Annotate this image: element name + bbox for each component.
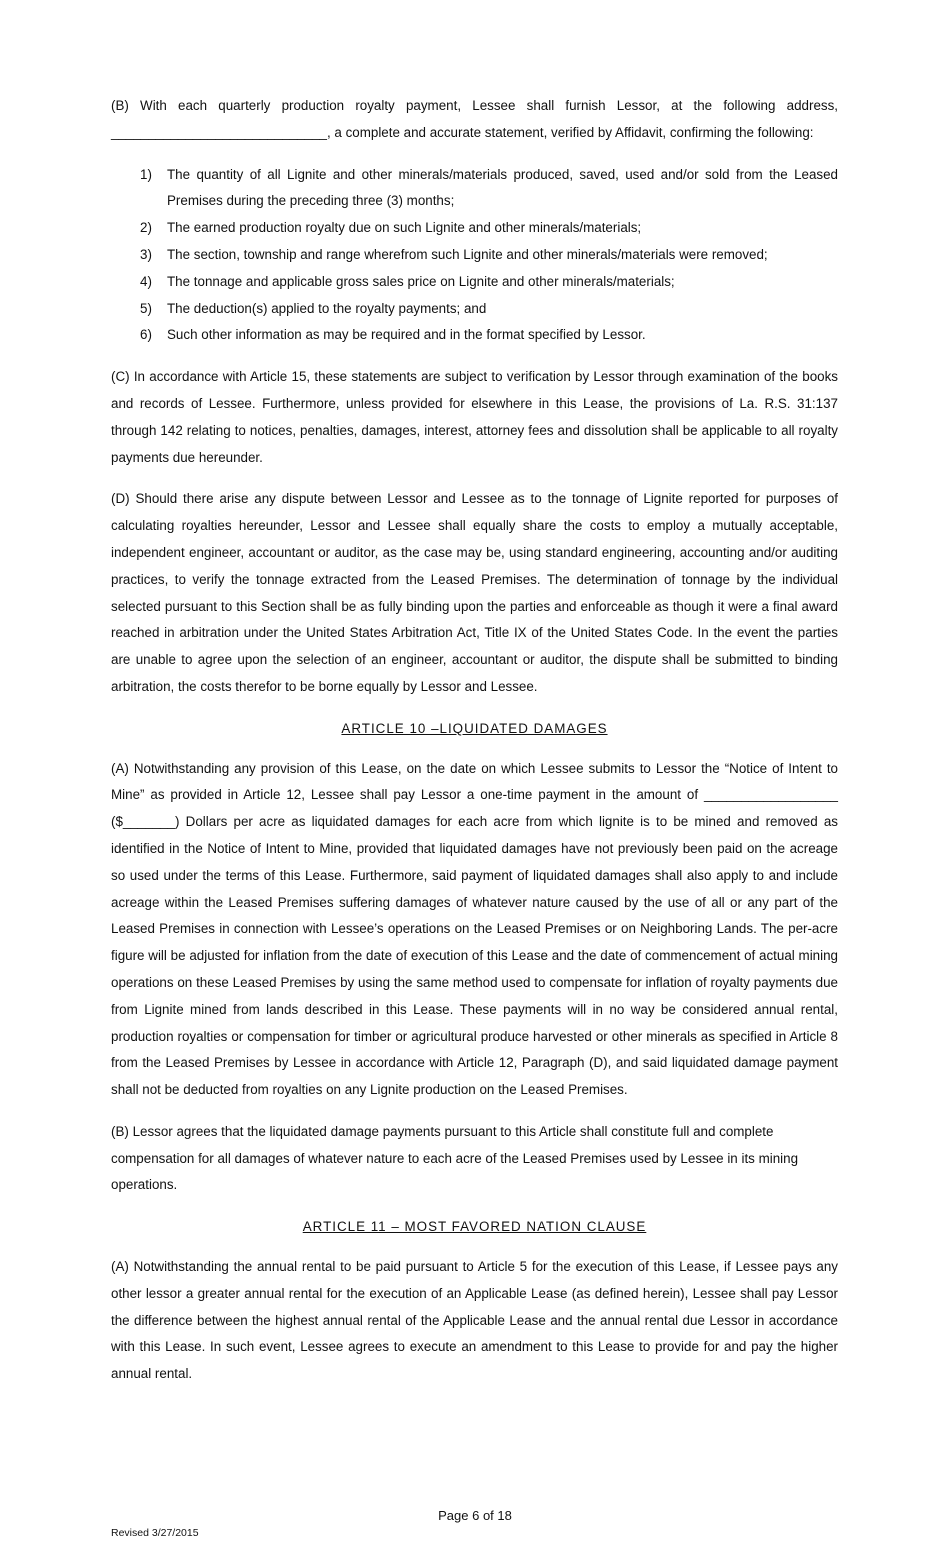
list-item-number: 2) <box>140 220 152 236</box>
list-item-text: The deduction(s) applied to the royalty payments; and <box>167 300 487 316</box>
list-item <box>111 242 838 269</box>
list-item-text: The quantity of all Lignite and other minerals/materials produced, saved, used and/or sold from the Leased Premises during the preceding three (3) months; <box>167 166 838 209</box>
list-item-text: The earned production royalty due on such Lignite and other minerals/materials; <box>167 220 642 236</box>
article-10-paragraph-b: (B) Lessor agrees that the liquidated damage payments pursuant to this Article shall constitute full and complete compensation for all damages of whatever nature to each acre of the Leased Premises used by Lessee in its mining operations. <box>111 1123 799 1193</box>
article-10-paragraph-a: (A) Notwithstanding any provision of this Lease, on the date on which Lessee submits to Lessor the “Notice of Intent to Mine” as provided in Article 12, Lessee shall pay Lessor a one-time payment in the amount of __________________ ($_______) Dollars per acre as liquidated damages for each acre from which lignite is to be mined and removed as identified in the Notice of Intent to Mine, provided that liquidated damages have not previously been paid on the acreage so used under the terms of this Lease. Furthermore, said payment of liquidated damages shall also apply to and include acreage within the Leased Premises suffering damages of whatever nature caused by the use of all or any part of the Leased Premises in connection with Lessee’s operations on the Leased Premises or on Neighboring Lands. The per-acre figure will be adjusted for inflation from the date of execution of this Lease and the date of commencement of actual mining operations on these Leased Premises by using the same method used to compensate for inflation of royalty payments due from Lignite mined from lands described in this Lease. These payments will in no way be considered annual rental, production royalties or compensation for timber or agricultural produce harvested or other minerals as specified in Article 8 from the Leased Premises by Lessee in accordance with Article 12, Paragraph (D), and said liquidated damage payment shall not be deducted from royalties on any Lignite production on the Leased Premises. <box>111 760 838 1098</box>
article-11-paragraph-a: (A) Notwithstanding the annual rental to be paid pursuant to Article 5 for the execution of this Lease, if Lessee pays any other lessor a greater annual rental for the execution of an Applicable Lease (as defined herein), Lessee shall pay Lessor the difference between the highest annual rental of the Applicable Lease and the annual rental due Lessor in accordance with this Lease. In such event, Lessee agrees to execute an amendment to this Lease to provide for and pay the higher annual rental. <box>111 1259 838 1382</box>
paragraph-b <box>111 93 838 147</box>
list-item-number: 5) <box>140 300 152 316</box>
list-item-text: The section, township and range wherefrom such Lignite and other minerals/materials were removed; <box>167 246 768 262</box>
revision-date: Revised 3/27/2015 <box>111 1527 199 1539</box>
article-10-heading: ARTICLE 10 –LIQUIDATED DAMAGES <box>341 720 608 736</box>
list-item-number: 4) <box>140 273 152 289</box>
document-page <box>111 93 838 1403</box>
list-item-number: 3) <box>140 246 152 262</box>
list-item-number: 1) <box>140 166 152 182</box>
list-item <box>111 269 838 296</box>
article-11-heading: ARTICLE 11 – MOST FAVORED NATION CLAUSE <box>302 1219 647 1235</box>
statement-items-list <box>111 162 838 350</box>
list-item-number: 6) <box>140 327 152 343</box>
paragraph-b-line1: (B) With each quarterly production royalty payment, Lessee shall furnish Lessor, at the following address, <box>111 98 838 113</box>
list-item <box>111 215 838 242</box>
list-item-text: The tonnage and applicable gross sales price on Lignite and other minerals/materials; <box>167 273 675 289</box>
page-number: Page 6 of 18 <box>438 1508 512 1523</box>
list-item <box>111 296 838 323</box>
list-item <box>111 162 838 216</box>
paragraph-c: (C) In accordance with Article 15, these statements are subject to verification by Lessor through examination of the books and records of Lessee. Furthermore, unless provided for elsewhere in this Lease, the provisions of La. R.S. 31:137 through 142 relating to notices, penalties, damages, interest, attorney fees and dissolution shall be applicable to all royalty payments due hereunder. <box>111 369 838 465</box>
paragraph-b-line2: _____________________________, a complete and accurate statement, verified by Affidavit, confirming the following: <box>111 124 814 140</box>
list-item-text: Such other information as may be required and in the format specified by Lessor. <box>167 327 646 343</box>
list-item <box>111 322 838 349</box>
paragraph-d: (D) Should there arise any dispute between Lessor and Lessee as to the tonnage of Lignite reported for purposes of calculating royalties hereunder, Lessor and Lessee shall equally share the costs to employ a mutually acceptable, independent engineer, accountant or auditor, as the case may be, using standard engineering, accounting and/or auditing practices, to verify the tonnage extracted from the Leased Premises. The determination of tonnage by the individual selected pursuant to this Section shall be as fully binding upon the parties and enforceable as though it were a final award reached in arbitration under the United States Arbitration Act, Title IX of the United States Code. In the event the parties are unable to agree upon the selection of an engineer, accountant or auditor, the dispute shall be submitted to binding arbitration, the costs therefor to be borne equally by Lessor and Lessee. <box>111 491 838 694</box>
